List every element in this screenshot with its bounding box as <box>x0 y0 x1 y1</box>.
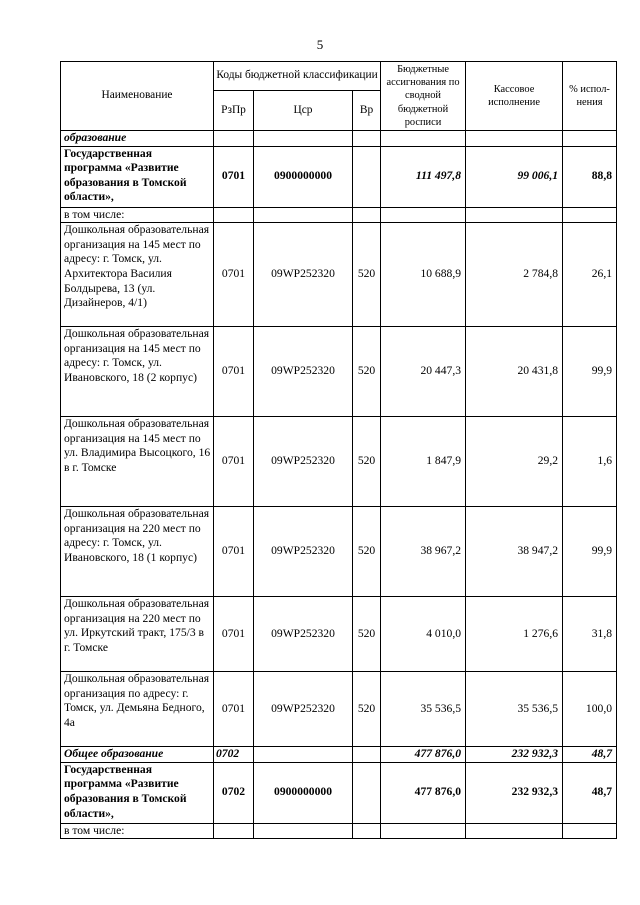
cell-csr: 09WP252320 <box>254 223 353 327</box>
page-number: 5 <box>316 37 324 52</box>
cell-budget: 477 876,0 <box>381 747 466 763</box>
cell-vr <box>353 131 381 147</box>
cell-budget: 38 967,2 <box>381 507 466 597</box>
cell-vr: 520 <box>353 223 381 327</box>
cell-rzpr: 0701 <box>214 672 254 747</box>
cell-csr <box>254 207 353 223</box>
cell-vr <box>353 762 381 823</box>
cell-name: Дошкольная образовательная организация на 220 мест по адресу: г. Томск, ул. Ивановского, 18 (1 корпус) <box>61 507 214 597</box>
cell-name: Дошкольная образовательная организация на 145 мест по адресу: г. Томск, ул. Ивановского, 18 (2 корпус) <box>61 327 214 417</box>
budget-table <box>60 61 617 839</box>
cell-name: Дошкольная образовательная организация по адресу: г. Томск, ул. Демьяна Бедного, 4а <box>61 672 214 747</box>
table-row <box>61 597 617 672</box>
header-codes: Коды бюджетной классификации <box>214 62 381 91</box>
table-row <box>61 672 617 747</box>
cell-cash <box>466 131 563 147</box>
table-row <box>61 747 617 763</box>
cell-csr: 09WP252320 <box>254 327 353 417</box>
cell-budget: 477 876,0 <box>381 762 466 823</box>
cell-pct: 31,8 <box>563 597 617 672</box>
cell-name: Дошкольная образовательная организация на 145 мест по адресу: г. Томск, ул. Архитектора Василия Болдырева, 13 (ул. Дизайнеров, 4/1) <box>61 223 214 327</box>
cell-budget: 111 497,8 <box>381 146 466 207</box>
cell-pct: 99,9 <box>563 507 617 597</box>
header-csr: Цср <box>254 91 353 131</box>
cell-vr: 520 <box>353 327 381 417</box>
cell-pct <box>563 823 617 839</box>
cell-vr <box>353 207 381 223</box>
table-row <box>61 823 617 839</box>
header-row-1 <box>61 62 617 91</box>
cell-pct: 48,7 <box>563 747 617 763</box>
cell-pct <box>563 131 617 147</box>
cell-pct: 1,6 <box>563 417 617 507</box>
cell-vr: 520 <box>353 672 381 747</box>
cell-vr: 520 <box>353 597 381 672</box>
cell-cash: 20 431,8 <box>466 327 563 417</box>
cell-vr <box>353 823 381 839</box>
cell-vr: 520 <box>353 417 381 507</box>
cell-cash: 232 932,3 <box>466 747 563 763</box>
cell-rzpr <box>214 207 254 223</box>
cell-cash <box>466 207 563 223</box>
cell-cash <box>466 823 563 839</box>
cell-csr <box>254 823 353 839</box>
cell-name: в том числе: <box>61 207 214 223</box>
cell-rzpr: 0701 <box>214 146 254 207</box>
cell-pct: 100,0 <box>563 672 617 747</box>
cell-cash: 232 932,3 <box>466 762 563 823</box>
cell-csr: 0900000000 <box>254 146 353 207</box>
cell-name: в том числе: <box>61 823 214 839</box>
cell-budget: 4 010,0 <box>381 597 466 672</box>
cell-rzpr: 0701 <box>214 597 254 672</box>
table-row <box>61 327 617 417</box>
cell-rzpr: 0701 <box>214 417 254 507</box>
cell-budget <box>381 823 466 839</box>
cell-cash: 35 536,5 <box>466 672 563 747</box>
cell-budget: 20 447,3 <box>381 327 466 417</box>
header-budget: Бюджетные ассигнования по сводной бюджетной росписи <box>381 62 466 131</box>
cell-rzpr: 0702 <box>214 747 254 763</box>
cell-cash: 2 784,8 <box>466 223 563 327</box>
cell-vr: 520 <box>353 507 381 597</box>
cell-budget <box>381 131 466 147</box>
cell-rzpr <box>214 131 254 147</box>
table-row <box>61 146 617 207</box>
header-name: Наименование <box>61 62 214 131</box>
cell-csr: 0900000000 <box>254 762 353 823</box>
cell-cash: 99 006,1 <box>466 146 563 207</box>
cell-budget: 1 847,9 <box>381 417 466 507</box>
cell-csr: 09WP252320 <box>254 672 353 747</box>
header-rzpr: РзПр <box>214 91 254 131</box>
cell-csr: 09WP252320 <box>254 507 353 597</box>
table-row <box>61 417 617 507</box>
table-row <box>61 507 617 597</box>
cell-rzpr <box>214 823 254 839</box>
header-pct: % испол-нения <box>563 62 617 131</box>
cell-pct: 48,7 <box>563 762 617 823</box>
cell-rzpr: 0702 <box>214 762 254 823</box>
cell-pct: 88,8 <box>563 146 617 207</box>
cell-vr <box>353 146 381 207</box>
cell-pct <box>563 207 617 223</box>
cell-csr <box>254 131 353 147</box>
cell-budget: 10 688,9 <box>381 223 466 327</box>
cell-name: Общее образование <box>61 747 214 763</box>
cell-csr: 09WP252320 <box>254 597 353 672</box>
cell-csr: 09WP252320 <box>254 417 353 507</box>
cell-name: Государственная программа «Развитие образования в Томской области», <box>61 146 214 207</box>
cell-vr <box>353 747 381 763</box>
table-row <box>61 762 617 823</box>
table-row <box>61 223 617 327</box>
cell-cash: 38 947,2 <box>466 507 563 597</box>
cell-cash: 1 276,6 <box>466 597 563 672</box>
cell-name: образование <box>61 131 214 147</box>
cell-cash: 29,2 <box>466 417 563 507</box>
cell-rzpr: 0701 <box>214 327 254 417</box>
cell-pct: 99,9 <box>563 327 617 417</box>
table-row <box>61 207 617 223</box>
cell-pct: 26,1 <box>563 223 617 327</box>
header-cash: Кассовое исполнение <box>466 62 563 131</box>
cell-rzpr: 0701 <box>214 507 254 597</box>
cell-csr <box>254 747 353 763</box>
cell-rzpr: 0701 <box>214 223 254 327</box>
cell-name: Дошкольная образовательная организация на 220 мест по ул. Иркутский тракт, 175/3 в г. Томске <box>61 597 214 672</box>
cell-budget <box>381 207 466 223</box>
table-row <box>61 131 617 147</box>
cell-name: Государственная программа «Развитие образования в Томской области», <box>61 762 214 823</box>
cell-budget: 35 536,5 <box>381 672 466 747</box>
cell-name: Дошкольная образовательная организация на 145 мест по ул. Владимира Высоцкого, 16 в г. Томске <box>61 417 214 507</box>
header-vr: Вр <box>353 91 381 131</box>
